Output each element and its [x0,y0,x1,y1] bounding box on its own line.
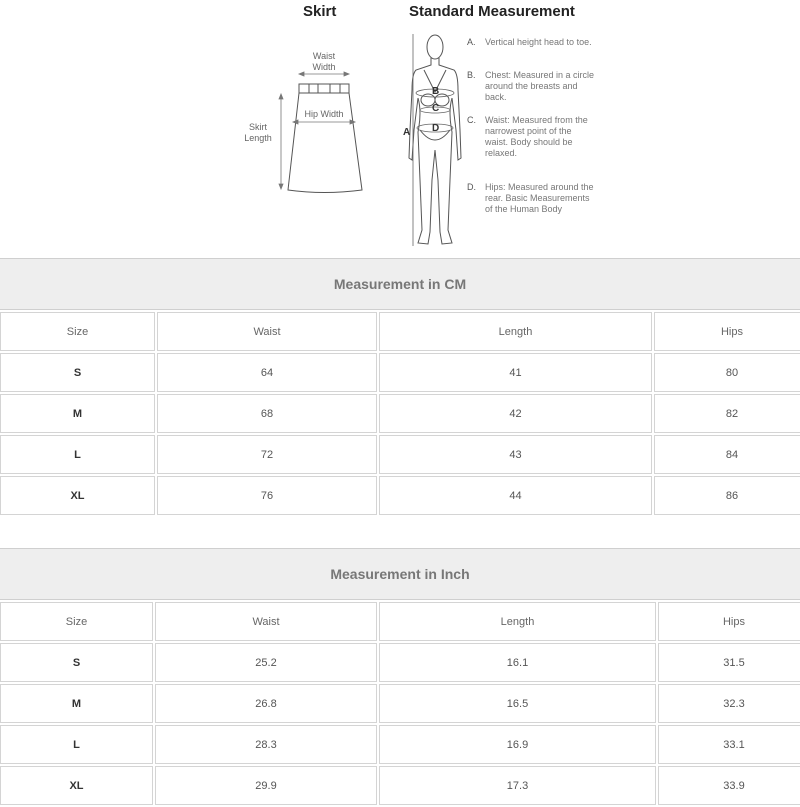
definition-text: Vertical height head to toe. [485,37,592,47]
skirt-title: Skirt [303,3,337,20]
skirt-length-label: Skirt Length [244,122,272,143]
definition-letter: C. [467,115,476,125]
size-cell: M [0,394,155,433]
cm-table-block [0,258,800,517]
table-row [0,643,800,682]
length-cell: 16.9 [379,725,656,764]
definition-a [467,37,597,61]
hips-cell: 32.3 [658,684,800,723]
size-cell: M [0,684,153,723]
diagram-drawing [0,0,800,255]
header-hips: Hips [654,312,800,351]
table-header-row [0,312,800,351]
length-cell: 42 [379,394,652,433]
size-cell: S [0,643,153,682]
size-cell: XL [0,766,153,805]
hips-cell: 80 [654,353,800,392]
size-cell: S [0,353,155,392]
table-row [0,684,800,723]
waist-cell: 26.8 [155,684,377,723]
definition-text: Hips: Measured around the rear. Basic Measurements of the Human Body [485,182,594,214]
size-cell: XL [0,476,155,515]
length-cell: 41 [379,353,652,392]
header-waist: Waist [157,312,377,351]
hips-cell: 86 [654,476,800,515]
header-hips: Hips [658,602,800,641]
inch-table-block [0,548,800,807]
table-row [0,435,800,474]
definition-letter: D. [467,182,476,192]
waist-cell: 68 [157,394,377,433]
table-row [0,725,800,764]
length-cell: 16.1 [379,643,656,682]
inch-table-title: Measurement in Inch [0,548,800,600]
waist-cell: 29.9 [155,766,377,805]
body-letter-a: A [403,127,411,138]
skirt-illustration [288,84,362,193]
body-letter-d: D [432,123,440,134]
hips-cell: 33.1 [658,725,800,764]
table-row [0,476,800,515]
hips-cell: 33.9 [658,766,800,805]
length-cell: 44 [379,476,652,515]
body-letter-c: C [432,103,440,114]
waist-cell: 25.2 [155,643,377,682]
hip-width-label: Hip Width [304,109,344,119]
waist-cell: 64 [157,353,377,392]
length-cell: 17.3 [379,766,656,805]
definition-d [467,182,597,230]
table-row [0,394,800,433]
table-row [0,766,800,805]
cm-table-title: Measurement in CM [0,258,800,310]
cm-table [0,310,800,517]
definition-letter: B. [467,70,476,80]
inch-table [0,600,800,807]
header-size: Size [0,312,155,351]
waist-cell: 28.3 [155,725,377,764]
table-row [0,353,800,392]
standard-measurement-title: Standard Measurement [409,3,575,20]
size-cell: L [0,435,155,474]
header-length: Length [379,312,652,351]
header-size: Size [0,602,153,641]
waist-cell: 72 [157,435,377,474]
hips-cell: 84 [654,435,800,474]
definition-text: Chest: Measured in a circle around the breasts and back. [485,70,595,102]
body-letter-b: B [432,86,440,97]
definition-b [467,70,597,106]
length-cell: 16.5 [379,684,656,723]
table-header-row [0,602,800,641]
waist-cell: 76 [157,476,377,515]
waist-width-label [303,51,345,73]
size-cell: L [0,725,153,764]
definition-c [467,115,597,173]
body-figure [409,35,461,244]
measurement-diagram [0,0,800,255]
length-cell: 43 [379,435,652,474]
definition-letter: A. [467,37,476,47]
header-length: Length [379,602,656,641]
waist-width-text: Waist Width [312,51,336,72]
definition-text: Waist: Measured from the narrowest point of the waist. Body should be relaxed. [485,115,588,158]
header-waist: Waist [155,602,377,641]
hips-cell: 82 [654,394,800,433]
hips-cell: 31.5 [658,643,800,682]
